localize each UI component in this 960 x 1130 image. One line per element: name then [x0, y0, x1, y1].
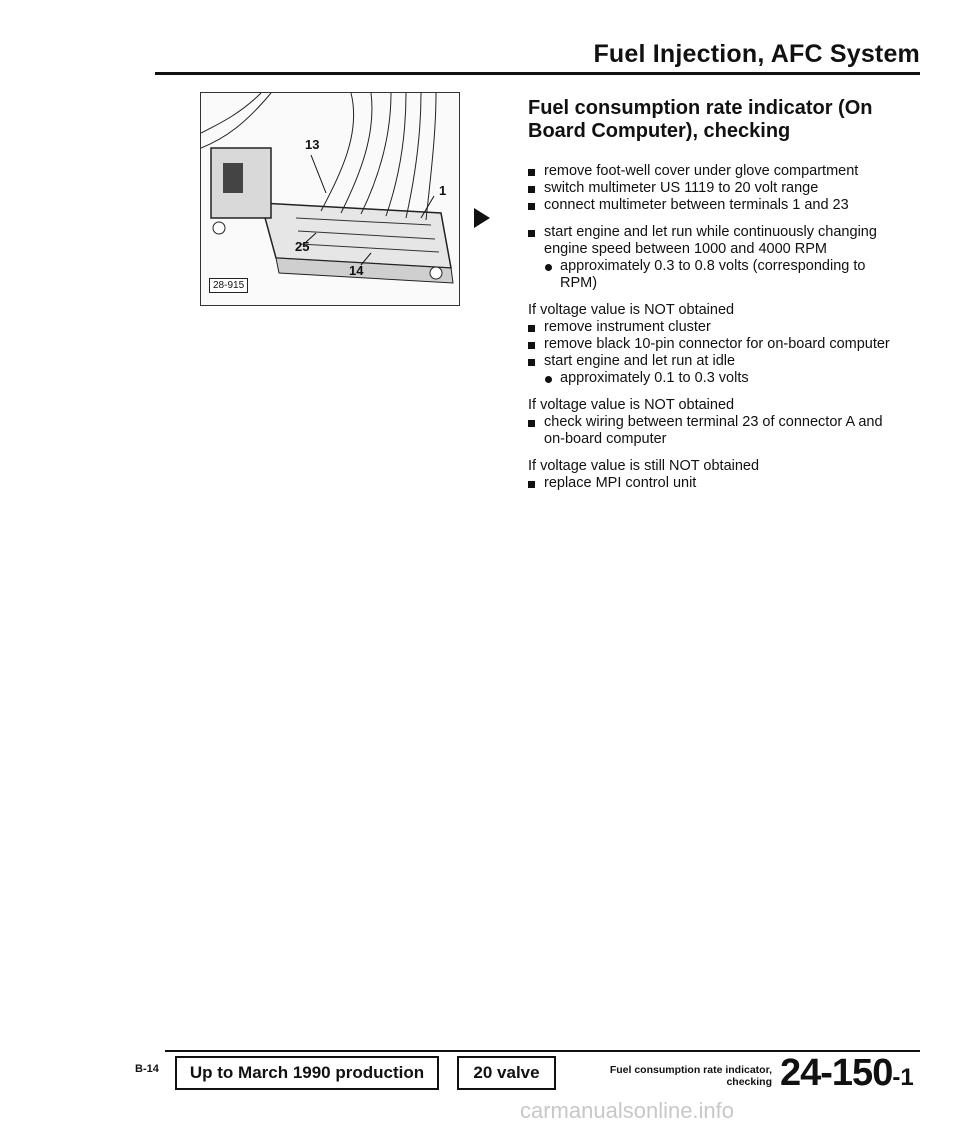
- step-item: start engine and let run at idle: [528, 353, 898, 370]
- step-item: remove black 10-pin connector for on-board computer: [528, 336, 898, 353]
- result-item: approximately 0.1 to 0.3 volts: [528, 370, 898, 387]
- footer-description: [572, 1064, 772, 1088]
- procedure-block-5: [528, 458, 898, 492]
- procedure-block-4: [528, 397, 898, 448]
- page-number-sub: -1: [892, 1064, 914, 1091]
- step-item: start engine and let run while continuously changing engine speed between 1000 and 4000 RPM: [528, 224, 898, 258]
- page-number: [780, 1052, 914, 1095]
- page-reference: B-14: [135, 1063, 159, 1075]
- result-item: approximately 0.3 to 0.8 volts (corresponding to RPM): [528, 258, 898, 292]
- connector-illustration: [200, 92, 460, 306]
- step-item: connect multimeter between terminals 1 and 23: [528, 197, 898, 214]
- procedure-block-3: [528, 302, 898, 387]
- condition-text: If voltage value is NOT obtained: [528, 302, 735, 318]
- footer-desc-line-2: checking: [726, 1076, 772, 1088]
- procedure-block-2: [528, 224, 898, 292]
- page-title: Fuel Injection, AFC System: [593, 40, 920, 68]
- step-item: remove instrument cluster: [528, 319, 898, 336]
- procedure-block-1: [528, 163, 898, 214]
- condition-text: If voltage value is NOT obtained: [528, 397, 735, 413]
- page-number-main: 24-150: [780, 1052, 893, 1094]
- procedure-content: [528, 97, 898, 502]
- header-rule: [155, 72, 920, 75]
- connector-drawing: [201, 93, 459, 305]
- pointer-arrow-icon: [474, 208, 490, 228]
- valve-badge: 20 valve: [457, 1056, 556, 1090]
- figure-label-14: 14: [349, 263, 364, 278]
- watermark: carmanualsonline.info: [520, 1098, 735, 1123]
- figure-label-25: 25: [295, 239, 310, 254]
- figure-id: 28-915: [209, 278, 248, 293]
- step-item: replace MPI control unit: [528, 475, 898, 492]
- condition-text: If voltage value is still NOT obtained: [528, 458, 760, 474]
- section-heading: Fuel consumption rate indicator (On Board Computer), checking: [528, 97, 873, 142]
- step-item: check wiring between terminal 23 of connector A and on-board computer: [528, 414, 898, 448]
- production-badge: Up to March 1990 production: [175, 1056, 439, 1090]
- footer-desc-line-1: Fuel consumption rate indicator,: [609, 1064, 772, 1076]
- figure-label-13: 13: [305, 137, 320, 152]
- step-item: switch multimeter US 1119 to 20 volt range: [528, 180, 898, 197]
- step-item: remove foot-well cover under glove compartment: [528, 163, 898, 180]
- figure-label-1: 1: [439, 183, 447, 198]
